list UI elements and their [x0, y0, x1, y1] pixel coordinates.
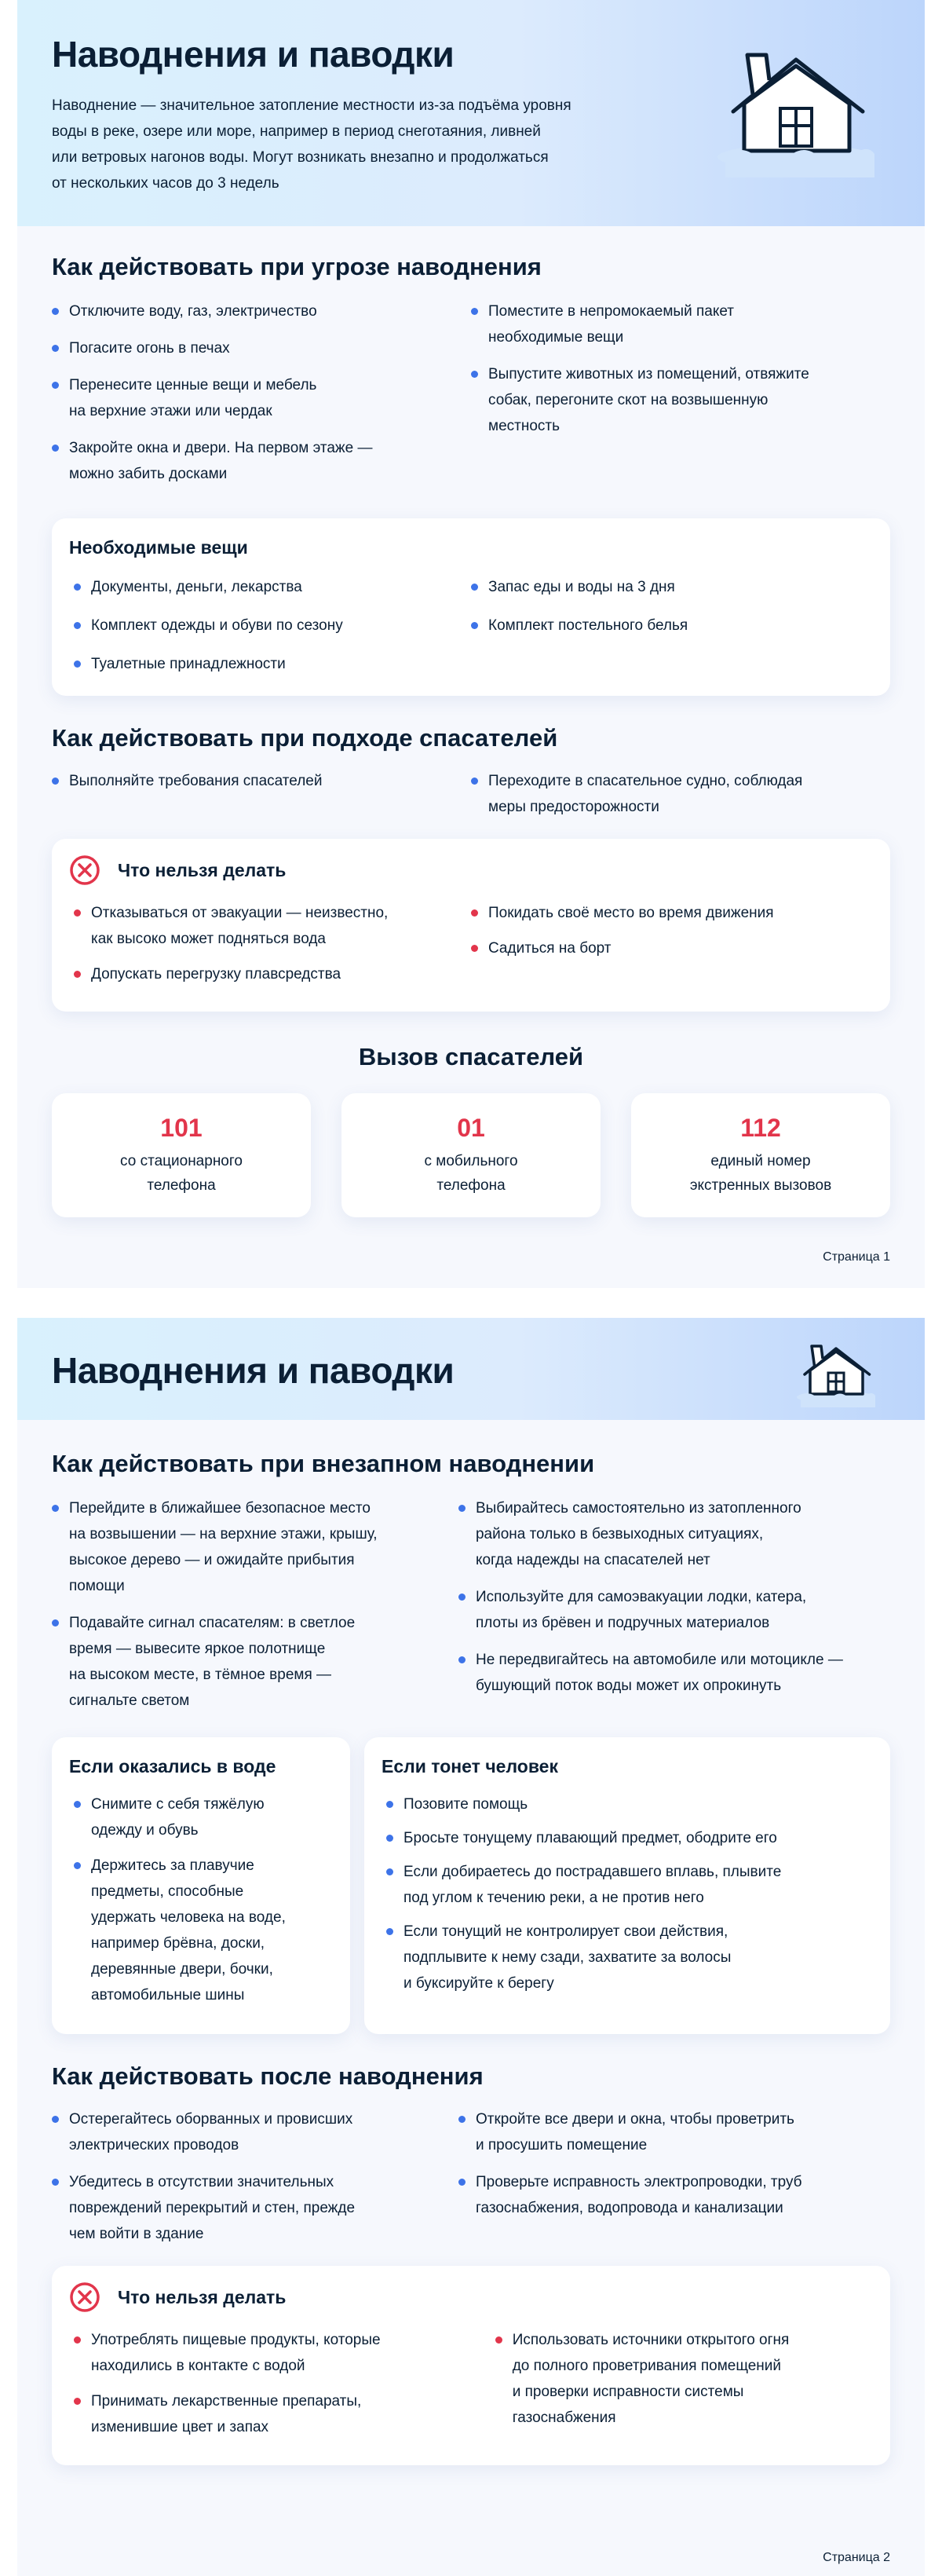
- list-item: Запас еды и воды на 3 дня: [471, 574, 873, 600]
- list-item: Используйте для самоэвакуации лодки, катера, плоты из брёвен и подручных материалов: [458, 1584, 890, 1636]
- call-label: с мобильного телефона: [424, 1153, 518, 1194]
- call-label: со стационарного телефона: [120, 1153, 243, 1194]
- after-heading: Как действовать после наводнения: [52, 2062, 484, 2090]
- list-item: Туалетные принадлежности: [74, 651, 471, 677]
- drowning-list: [382, 1791, 873, 1996]
- list-item: Погасите огонь в печах: [52, 335, 471, 361]
- dont-card: [52, 2266, 890, 2465]
- after-list-right: [458, 2106, 890, 2221]
- call-heading: Вызов спасателей: [358, 1043, 584, 1070]
- after-list-left: [52, 2106, 458, 2247]
- rescuers-list: [52, 768, 890, 820]
- hero-banner: [17, 0, 925, 226]
- sudden-list-left: [52, 1495, 458, 1714]
- drowning-card: [364, 1737, 890, 2034]
- list-item: Переходите в спасательное судно, соблюдая меры предосторожности: [471, 768, 890, 820]
- list-item: Покидать своё место во время движения: [471, 900, 873, 926]
- list-item: Держитесь за плавучие предметы, способные удержать человека на воде, например брёвна, доски, деревянные двери, бочки, автомобильные шины: [74, 1853, 333, 2008]
- intro-line: или ветровых нагонов воды. Могут возникать внезапно и продолжаться: [52, 149, 549, 166]
- call-card-101: [52, 1093, 311, 1217]
- call-cards: [52, 1093, 890, 1217]
- house-flood-icon: [793, 1338, 879, 1407]
- intro-line: от нескольких часов до 3 недель: [52, 175, 279, 192]
- essentials-list-left: [69, 574, 471, 677]
- list-item: Допускать перегрузку плавсредства: [74, 961, 471, 987]
- list-item: Если добираетесь до пострадавшего вплавь, плывите под углом к течению реки, а не против него: [386, 1859, 873, 1911]
- threat-list-right: [471, 298, 890, 439]
- call-card-01: [341, 1093, 601, 1217]
- threat-list: [52, 298, 890, 487]
- in-water-list: [69, 1791, 333, 2008]
- sudden-list: [52, 1495, 890, 1714]
- dont-list-left: [69, 900, 471, 987]
- page-title: Наводнения и паводки: [52, 34, 455, 75]
- list-item: Выбирайтесь самостоятельно из затопленного района только в безвыходных ситуациях, когда надежды на спасателей нет: [458, 1495, 890, 1573]
- list-item: Бросьте тонущему плавающий предмет, ободрите его: [386, 1825, 873, 1851]
- hero-banner: [17, 1318, 925, 1420]
- in-water-card: [52, 1737, 350, 2034]
- call-label: единый номер экстренных вызовов: [689, 1153, 832, 1194]
- essentials-card: [52, 518, 890, 696]
- call-card-112: [631, 1093, 890, 1217]
- dont-list-right: [495, 2327, 873, 2431]
- dont-list-right: [471, 900, 873, 961]
- list-item: Откройте все двери и окна, чтобы проветрить и просушить помещение: [458, 2106, 890, 2158]
- page-title: Наводнения и паводки: [52, 1350, 455, 1391]
- list-item: Использовать источники открытого огня до полного проветривания помещений и проверки исправности системы газоснабжения: [495, 2327, 873, 2431]
- sudden-list-right: [458, 1495, 890, 1699]
- cross-circle-icon: [69, 854, 100, 886]
- list-item: Отключите воду, газ, электричество: [52, 298, 471, 324]
- rescuers-list-right: [471, 768, 890, 820]
- page-number: Страница 1: [823, 1250, 890, 1264]
- rescuers-list-left: [52, 768, 471, 794]
- list-item: Выпустите животных из помещений, отвяжите собак, перегоните скот на возвышенную местность: [471, 361, 890, 439]
- intro-text: [52, 93, 648, 196]
- list-item: Комплект одежды и обуви по сезону: [74, 613, 471, 639]
- sudden-heading: Как действовать при внезапном наводнении: [52, 1450, 595, 1477]
- page-number: Страница 2: [823, 2551, 890, 2564]
- list-item: Перейдите в ближайшее безопасное место на возвышении — на верхние этажи, крышу, высокое дерево — и ожидайте прибытия помощи: [52, 1495, 458, 1599]
- intro-line: Наводнение — значительное затопление местности из-за подъёма уровня: [52, 97, 571, 114]
- list-item: Не передвигайтесь на автомобиле или мотоцикле — бушующий поток воды может их опрокинуть: [458, 1647, 890, 1699]
- dont-card: [52, 839, 890, 1012]
- list-item: Отказываться от эвакуации — неизвестно, как высоко может подняться вода: [74, 900, 471, 952]
- threat-list-left: [52, 298, 471, 487]
- list-item: Комплект постельного белья: [471, 613, 873, 639]
- call-number: 112: [740, 1114, 781, 1142]
- list-item: Садиться на борт: [471, 935, 873, 961]
- list-item: Документы, деньги, лекарства: [74, 574, 471, 600]
- call-number: 101: [160, 1114, 203, 1142]
- list-item: Убедитесь в отсутствии значительных повреждений перекрытий и стен, прежде чем войти в здание: [52, 2169, 458, 2247]
- after-list: [52, 2106, 890, 2247]
- call-number: 01: [457, 1114, 485, 1142]
- threat-heading: Как действовать при угрозе наводнения: [52, 253, 542, 280]
- list-item: Поместите в непромокаемый пакет необходимые вещи: [471, 298, 890, 350]
- drowning-heading: Если тонет человек: [382, 1756, 558, 1776]
- list-item: Проверьте исправность электропроводки, труб газоснабжения, водопровода и канализации: [458, 2169, 890, 2221]
- house-flood-icon: [710, 39, 882, 177]
- dont-list-left: [69, 2327, 495, 2440]
- list-item: Закройте окна и двери. На первом этаже — можно забить досками: [52, 435, 471, 487]
- list-item: Выполняйте требования спасателей: [52, 768, 471, 794]
- essentials-list-right: [471, 574, 873, 639]
- in-water-heading: Если оказались в воде: [69, 1756, 276, 1776]
- list-item: Подавайте сигнал спасателям: в светлое время — вывесите яркое полотнище на высоком месте, в тёмное время — сигнальте светом: [52, 1610, 458, 1714]
- list-item: Снимите с себя тяжёлую одежду и обувь: [74, 1791, 333, 1843]
- page-2: [0, 1288, 942, 2576]
- list-item: Остерегайтесь оборванных и провисших электрических проводов: [52, 2106, 458, 2158]
- list-item: Перенесите ценные вещи и мебель на верхние этажи или чердак: [52, 372, 471, 424]
- list-item: Если тонущий не контролирует свои действия, подплывите к нему сзади, захватите за волосы и буксируйте к берегу: [386, 1919, 873, 1996]
- list-item: Употреблять пищевые продукты, которые находились в контакте с водой: [74, 2327, 495, 2379]
- cross-circle-icon: [69, 2281, 100, 2313]
- dont-heading: Что нельзя делать: [118, 2286, 287, 2307]
- intro-line: воды в реке, озере или море, например в период снеготаяния, ливней: [52, 123, 541, 140]
- list-item: Принимать лекарственные препараты, изменившие цвет и запах: [74, 2388, 495, 2440]
- list-item: Позовите помощь: [386, 1791, 873, 1817]
- rescuers-heading: Как действовать при подходе спасателей: [52, 724, 558, 752]
- dont-heading: Что нельзя делать: [118, 859, 287, 880]
- essentials-heading: Необходимые вещи: [69, 537, 248, 558]
